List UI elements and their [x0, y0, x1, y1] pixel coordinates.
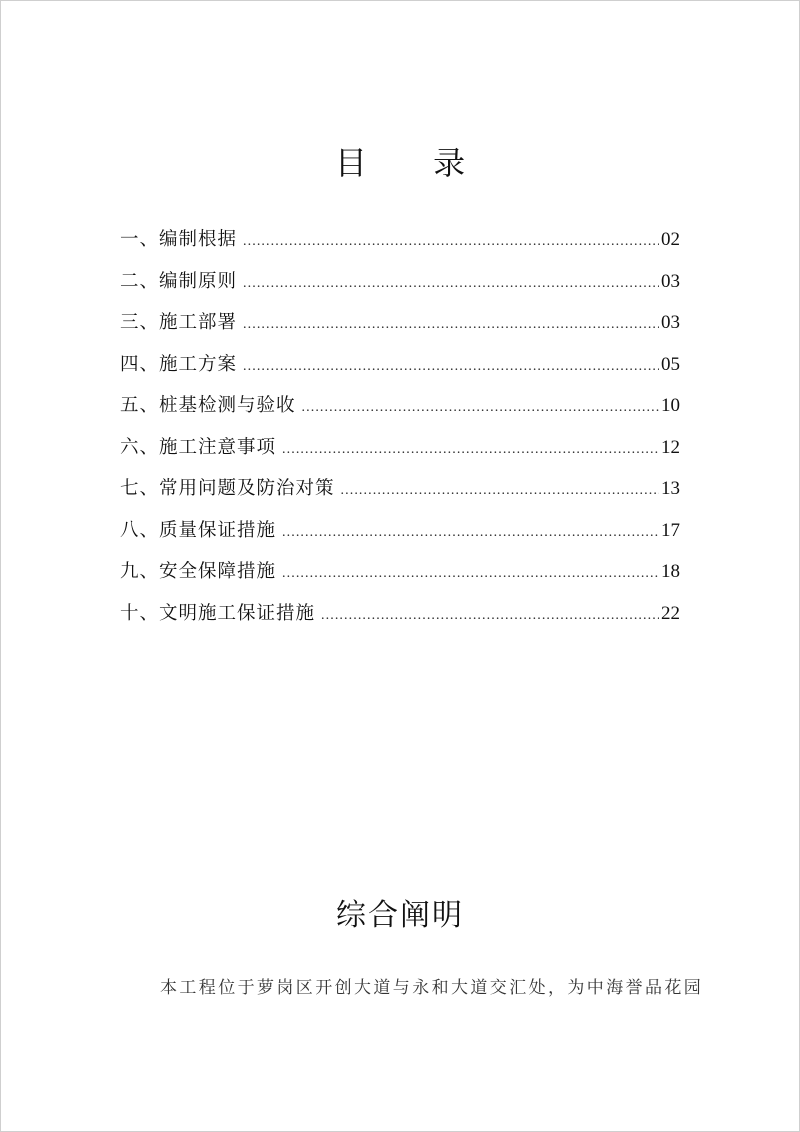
section-title: 综合阐明: [336, 898, 464, 933]
toc-leader-dots: [321, 608, 659, 624]
toc-entry-label: 五、桩基检测与验收: [120, 395, 296, 416]
toc-entry-label: 八、质量保证措施: [120, 519, 277, 541]
toc-entry[interactable]: [120, 516, 680, 558]
toc-entry-label: 七、常用问题及防治对策: [120, 478, 335, 499]
body-paragraph: 本工程位于萝岗区开创大道与永和大道交汇处，为中海誉品花园: [160, 978, 704, 998]
toc-entry[interactable]: [120, 308, 680, 350]
toc-entry-page: 22: [661, 602, 680, 624]
toc-leader-dots: [243, 276, 659, 292]
toc-entry[interactable]: [120, 225, 680, 267]
toc-leader-dots: [243, 359, 659, 375]
toc-entry-label: 十、文明施工保证措施: [120, 602, 316, 624]
toc-entry-page: 10: [661, 395, 680, 416]
toc-entry[interactable]: [120, 391, 680, 433]
toc-entry-label: 六、施工注意事项: [120, 436, 277, 458]
toc-entry-page: 03: [661, 270, 680, 292]
toc-entry[interactable]: [120, 557, 680, 599]
toc-entry[interactable]: [120, 599, 680, 641]
toc-entry-page: 17: [661, 519, 680, 541]
toc-leader-dots: [243, 317, 659, 333]
toc-entry-label: 二、编制原则: [120, 270, 238, 292]
toc-list: [120, 225, 680, 640]
toc-leader-dots: [341, 483, 659, 499]
toc-entry-page: 02: [661, 229, 680, 250]
toc-entry-label: 九、安全保障措施: [120, 561, 277, 582]
toc-leader-dots: [243, 234, 659, 250]
toc-title: 目 录: [334, 144, 494, 182]
toc-entry-label: 四、施工方案: [120, 353, 238, 375]
toc-entry-page: 03: [661, 312, 680, 333]
toc-entry[interactable]: [120, 433, 680, 475]
toc-entry-page: 13: [661, 478, 680, 499]
toc-leader-dots: [282, 442, 659, 458]
toc-entry[interactable]: [120, 267, 680, 309]
toc-entry-label: 三、施工部署: [120, 312, 238, 333]
toc-entry-page: 12: [661, 436, 680, 458]
toc-leader-dots: [302, 400, 659, 416]
toc-entry-label: 一、编制根据: [120, 229, 238, 250]
toc-leader-dots: [282, 566, 659, 582]
toc-entry[interactable]: [120, 350, 680, 392]
toc-entry-page: 18: [661, 561, 680, 582]
toc-entry-page: 05: [661, 353, 680, 375]
toc-entry[interactable]: [120, 474, 680, 516]
toc-leader-dots: [282, 525, 659, 541]
